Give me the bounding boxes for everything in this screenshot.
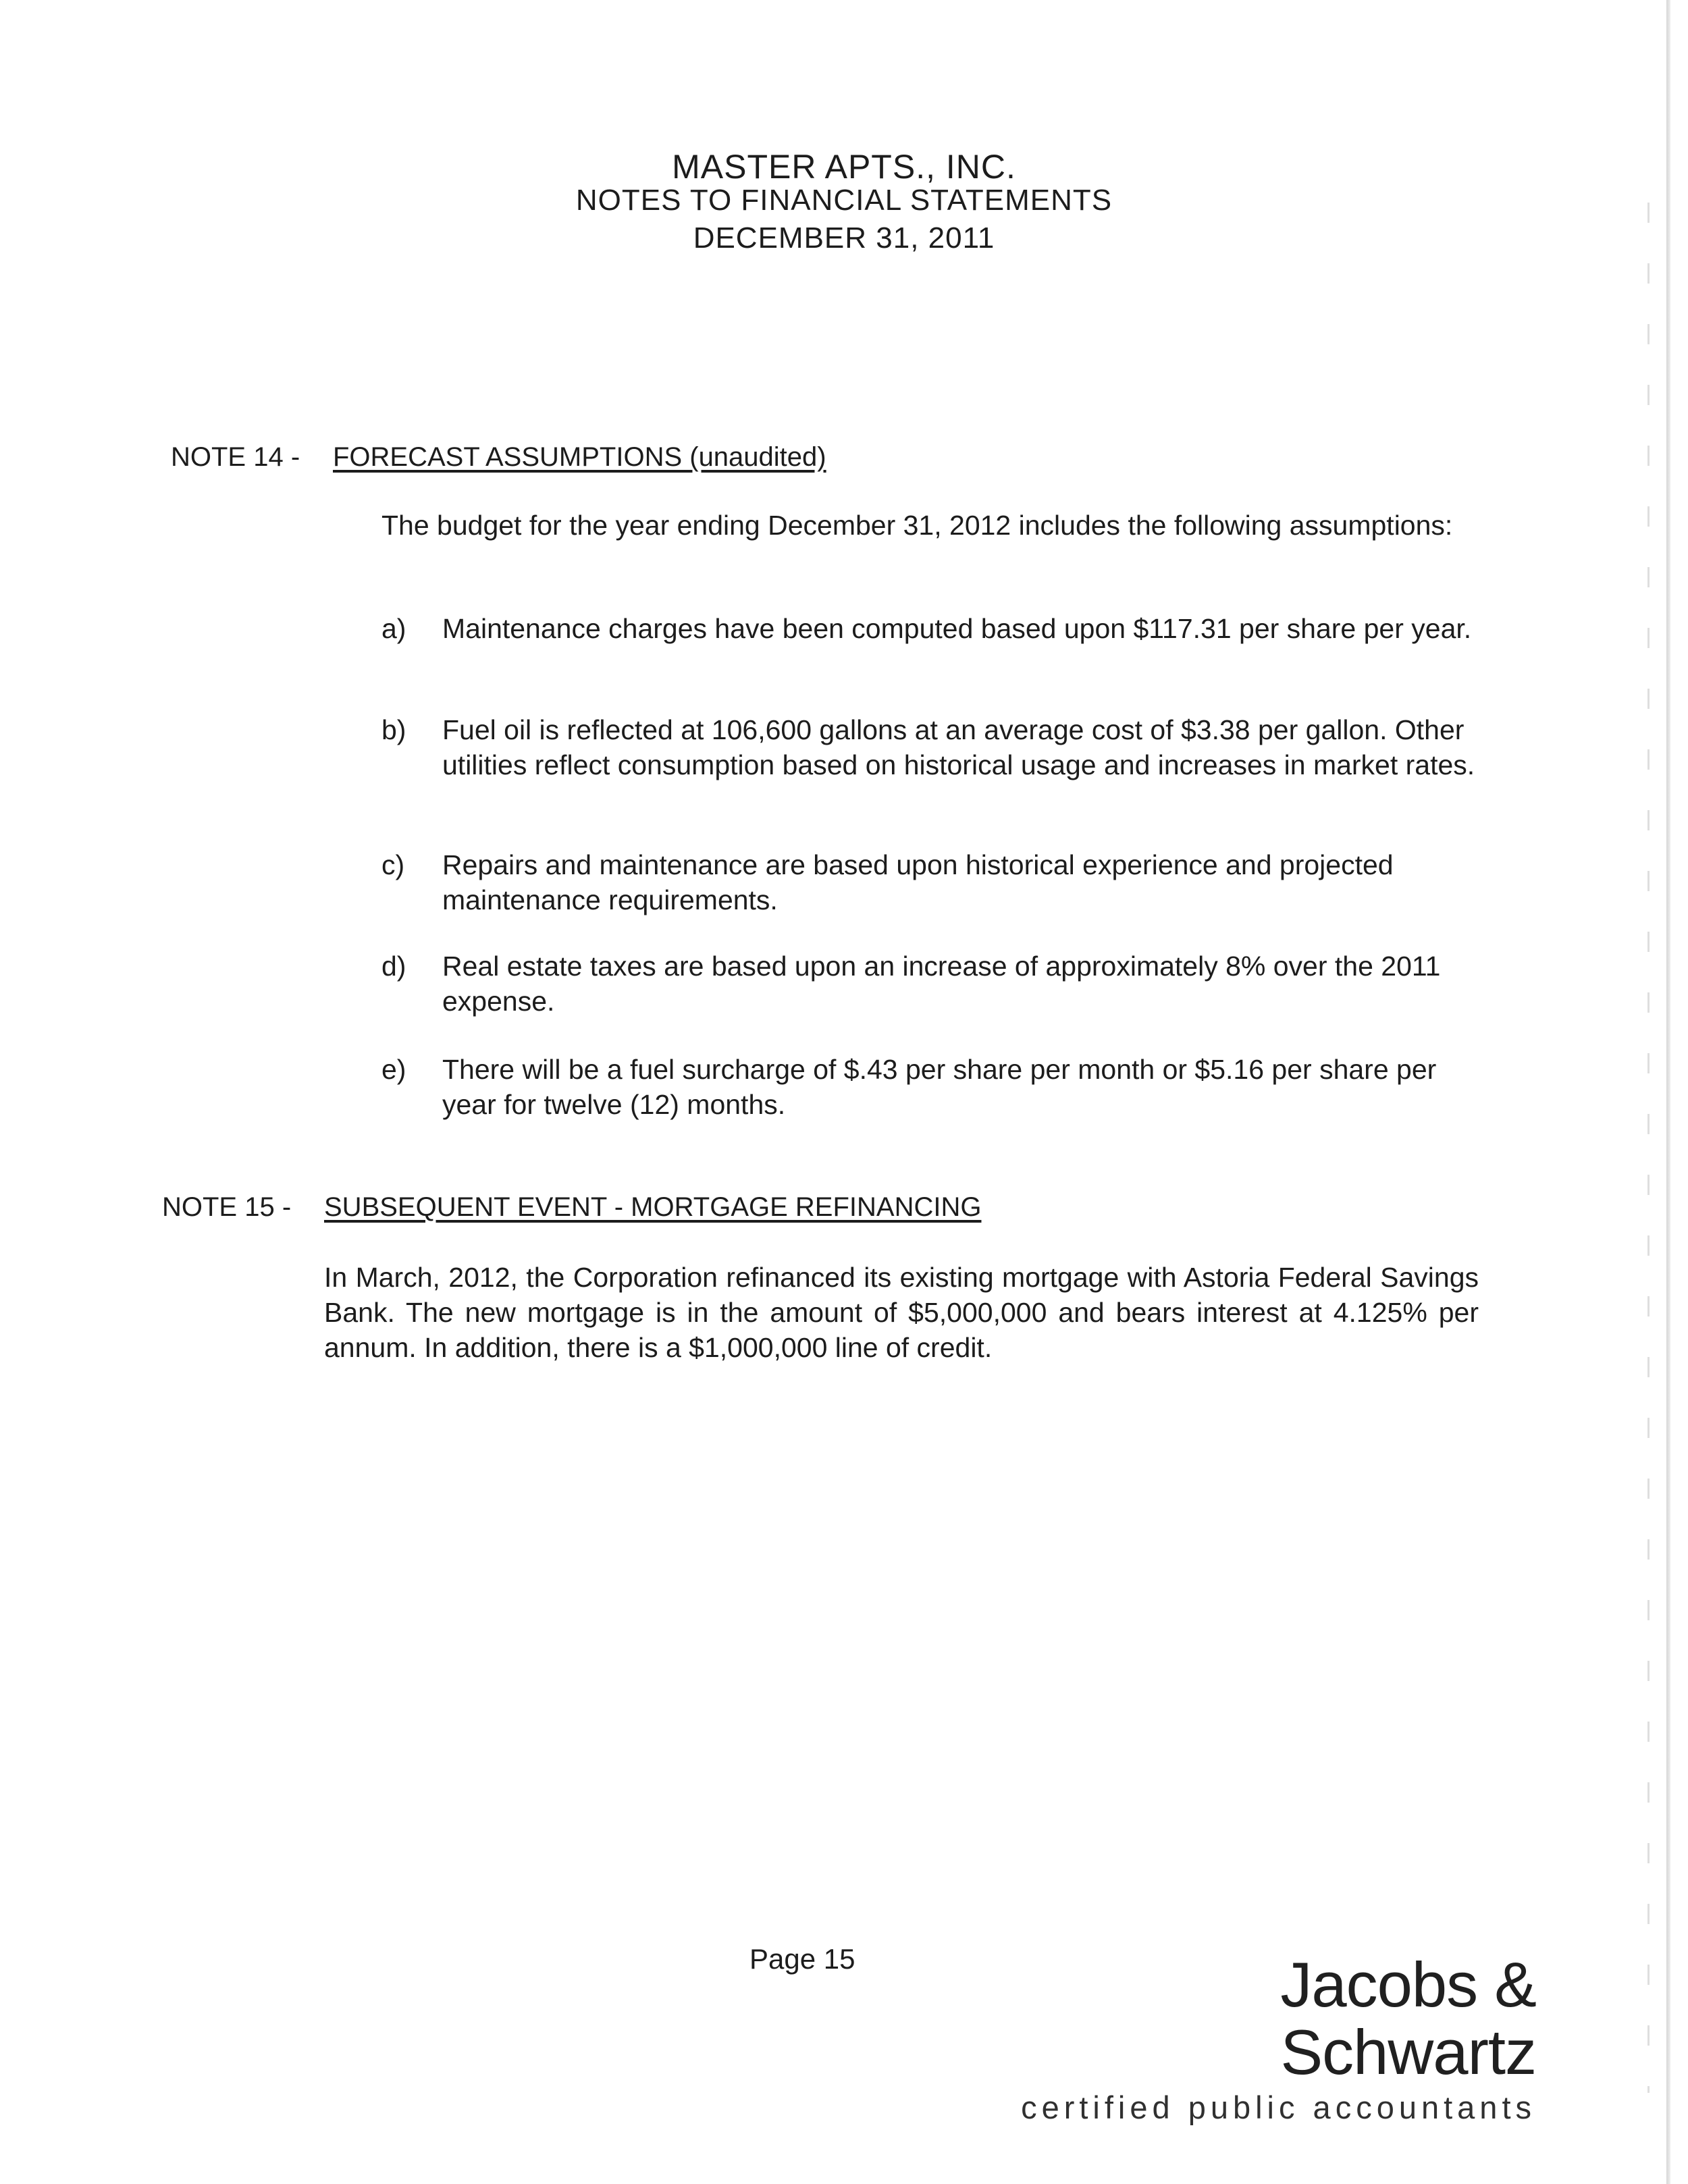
note-15-number: NOTE 15 - [162, 1192, 292, 1222]
note-14-title: FORECAST ASSUMPTIONS (unaudited) [333, 442, 826, 472]
list-item-label: b) [381, 714, 406, 745]
company-name: MASTER APTS., INC. [672, 148, 1016, 186]
list-item [381, 949, 1479, 1019]
list-item-text: Real estate taxes are based upon an increase of approximately 8% over the 2011 expense. [442, 951, 1441, 1017]
list-item-label: a) [381, 613, 406, 644]
list-item-label: d) [381, 951, 406, 982]
scan-edge-marks [1647, 203, 1650, 2093]
list-item-text: There will be a fuel surcharge of $.43 per share per month or $5.16 per share per year for twelve (12) months. [442, 1054, 1437, 1120]
firm-logo [1016, 1951, 1536, 2126]
list-item-label: e) [381, 1054, 406, 1085]
firm-name: Jacobs & Schwartz [1280, 1949, 1536, 2087]
list-item-text: Fuel oil is reflected at 106,600 gallons at an average cost of $3.38 per gallon. Other utilities reflect consumption based on historical usage and increases in market rates. [442, 714, 1475, 780]
page-number: Page 15 [749, 1943, 855, 1975]
list-item [381, 611, 1479, 646]
note-15-body: In March, 2012, the Corporation refinanced its existing mortgage with Astoria Federal Savings Bank. The new mortgage is in the amount of $5,000,000 and bears interest at 4.125% per annum. In addition, there is a $1,000,000 line of credit. [324, 1262, 1479, 1363]
list-item [381, 847, 1479, 917]
note-14-heading [171, 442, 826, 473]
document-date: DECEMBER 31, 2011 [693, 221, 995, 255]
list-item [381, 712, 1479, 782]
document-subtitle: NOTES TO FINANCIAL STATEMENTS [575, 184, 1113, 217]
list-item-text: Maintenance charges have been computed based upon $117.31 per share per year. [442, 613, 1472, 644]
note-15-heading [162, 1192, 981, 1223]
list-item-label: c) [381, 849, 405, 880]
note-14-number: NOTE 14 - [171, 442, 300, 472]
list-item [381, 1052, 1479, 1122]
scan-edge [1666, 0, 1670, 2184]
note-15-title: SUBSEQUENT EVENT - MORTGAGE REFINANCING [324, 1192, 982, 1222]
list-item-text: Repairs and maintenance are based upon historical experience and projected maintenance requirements. [442, 849, 1394, 915]
firm-tagline: certified public accountants [1021, 2089, 1536, 2125]
note-14-intro: The budget for the year ending December 31, 2012 includes the following assumptions: [381, 510, 1453, 541]
